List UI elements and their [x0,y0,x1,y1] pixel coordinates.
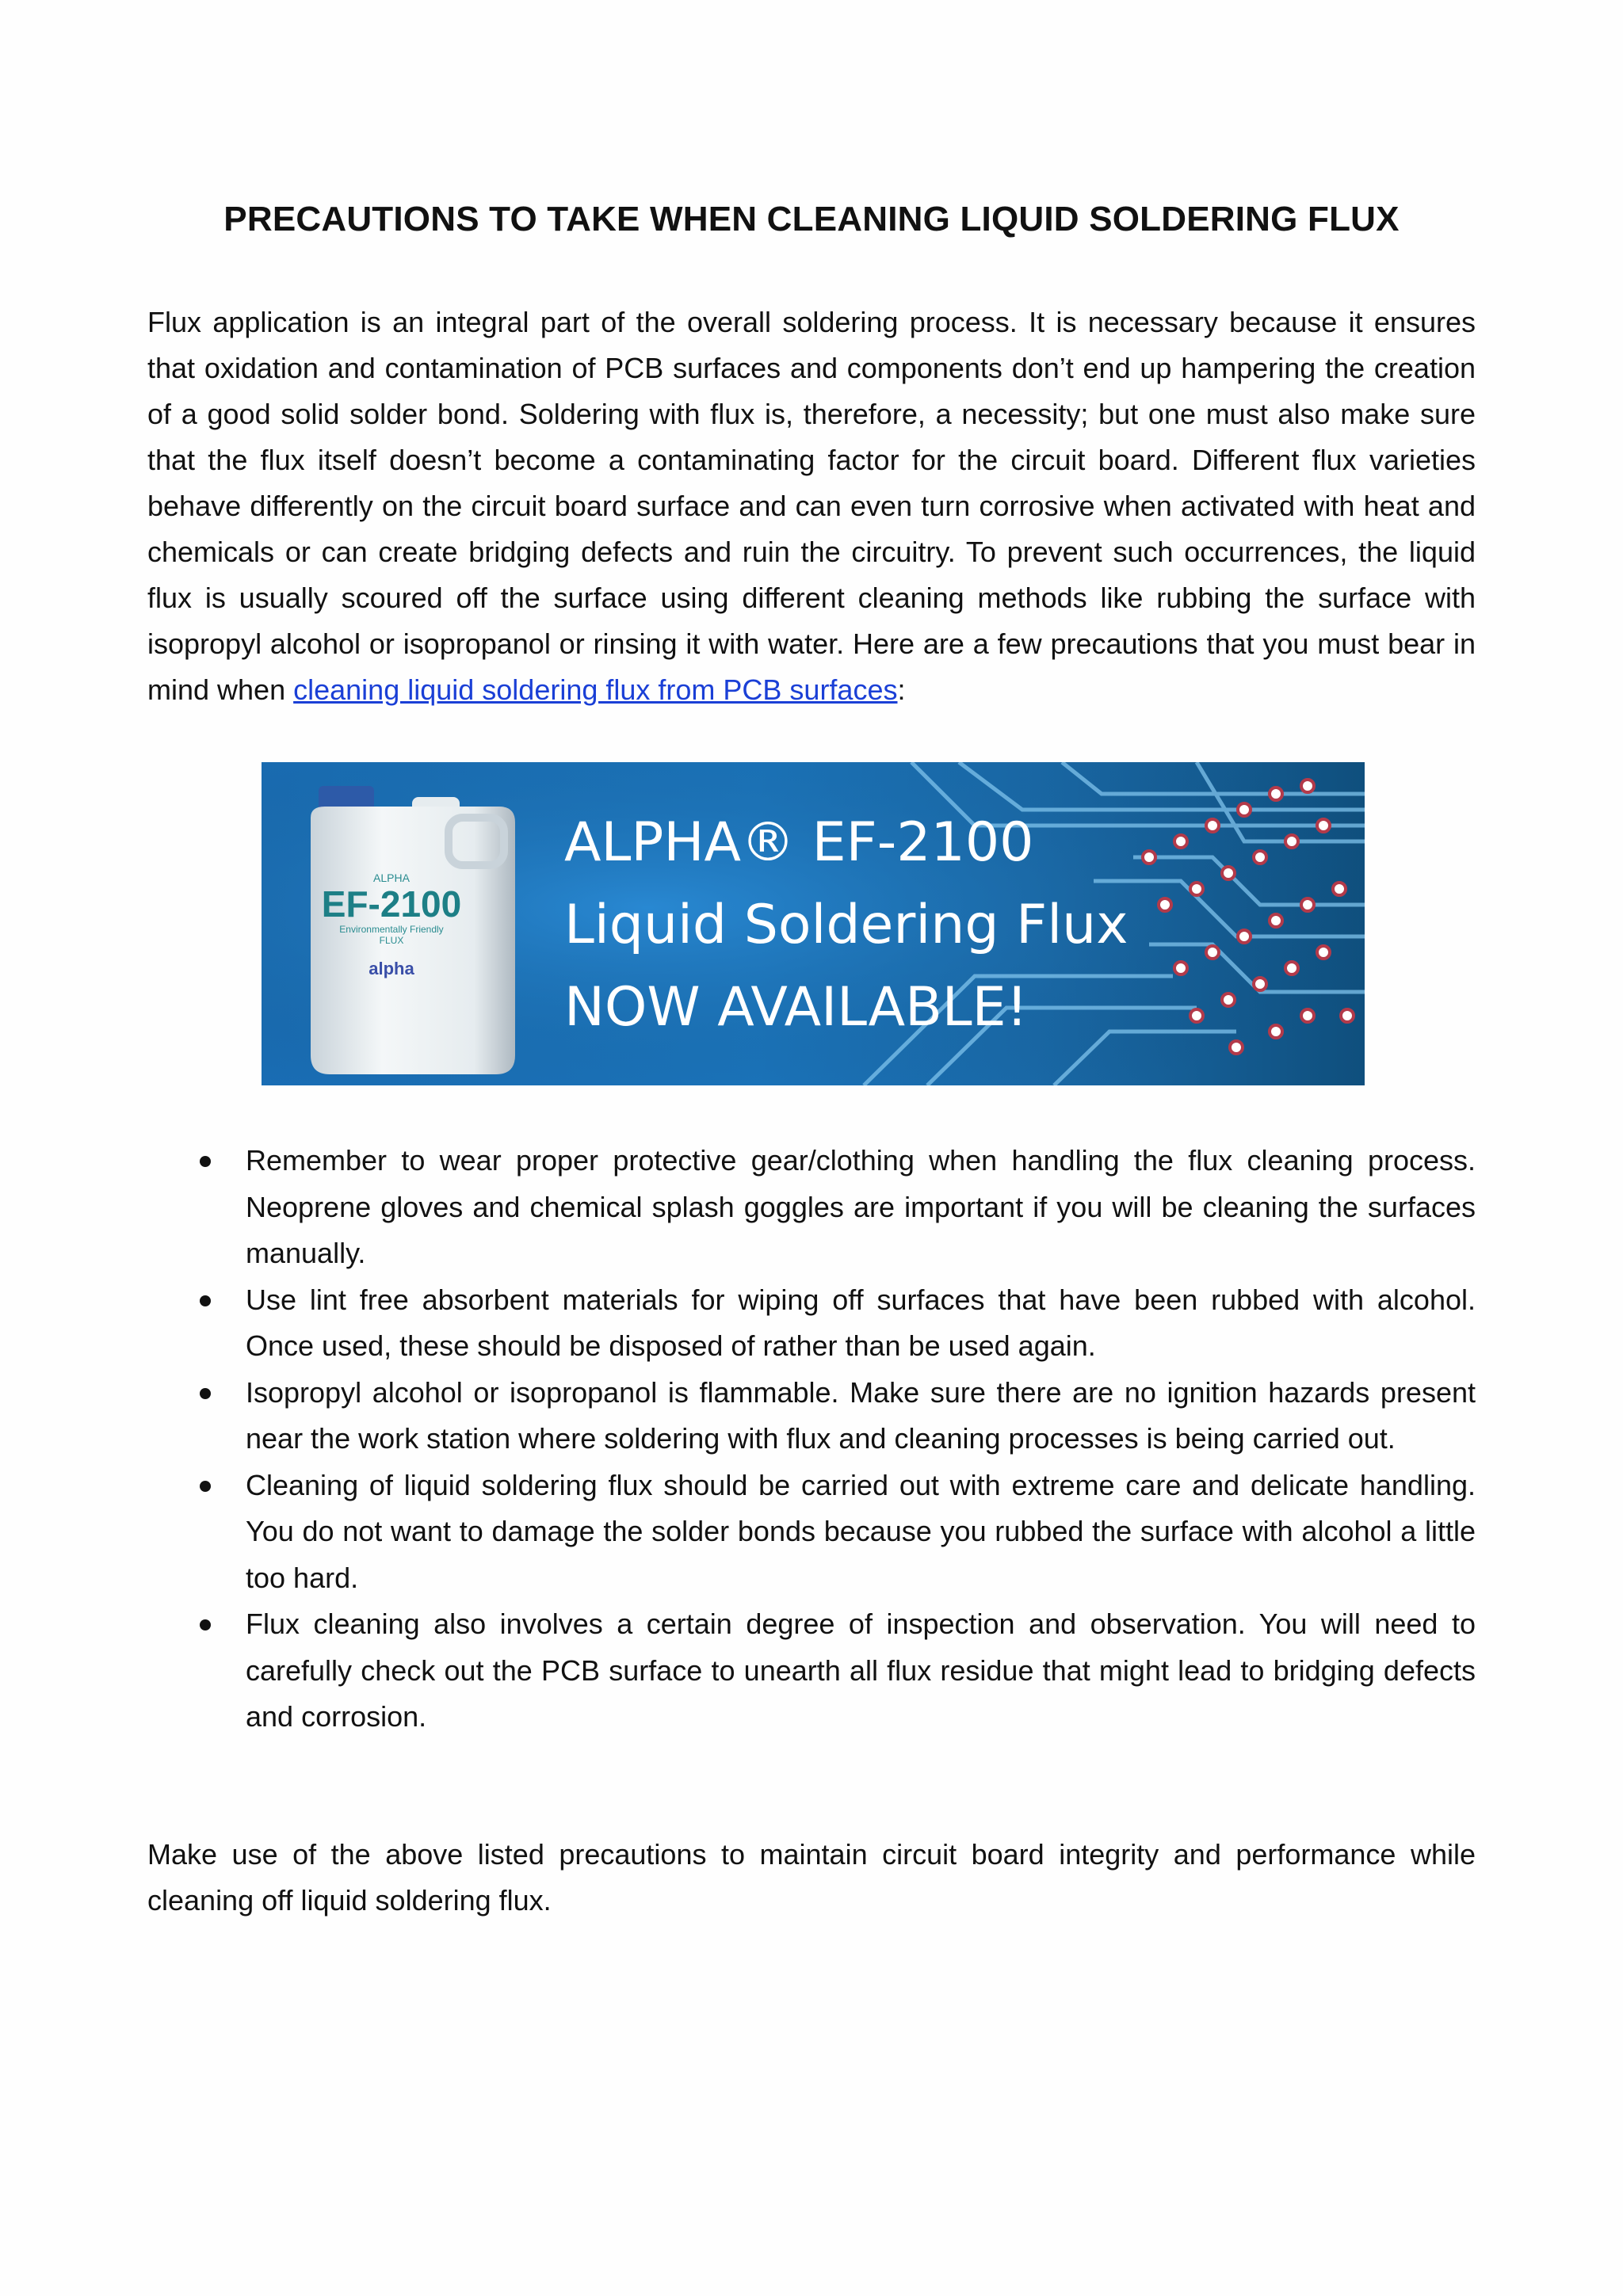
precautions-list [147,1138,1476,1741]
list-item [147,1463,1476,1602]
list-item-text: Cleaning of liquid soldering flux should be carried out with extreme care and delicate handling. You do not want to damage the solder bonds because you rubbed the surface with alcohol a little too hard. [246,1468,1476,1594]
jug-subtitle-1: Environmentally Friendly [339,924,444,935]
list-item [147,1370,1476,1463]
bullet-icon [200,1481,211,1492]
bullet-icon [200,1156,211,1167]
intro-text: Flux application is an integral part of the overall soldering process. It is necessary because it ensures that oxidation and contamination of PCB surfaces and components don’t end up hampering the creation of a good solid solder bond. Soldering with flux is, therefore, a necessity; but one must also make sure that the flux itself doesn’t become a contaminating factor for the circuit board. Different flux varieties behave differently on the circuit board surface and can even turn corrosive when activated with heat and chemicals or can create bridging defects and ruin the circuitry. To prevent such occurrences, the liquid flux is usually scoured off the surface using different cleaning methods like rubbing the surface with isopropyl alcohol or isopropanol or rinsing it with water. Here are a few precautions that you must bear in mind when [147,306,1476,706]
intro-end: : [897,673,906,706]
jug-label [312,871,471,979]
banner-line-1: ALPHA® EF-2100 [564,811,1034,874]
product-banner-image [262,762,1365,1085]
list-item [147,1277,1476,1370]
intro-paragraph [147,299,1476,713]
list-item-text: Use lint free absorbent materials for wiping off surfaces that have been rubbed with alcohol. Once used, these should be disposed of rather than be used again. [246,1283,1476,1362]
banner-line-2: Liquid Soldering Flux [564,894,1128,956]
jug-brand-small: ALPHA [373,871,410,884]
banner-line-3: NOW AVAILABLE! [564,976,1028,1039]
list-item-text: Remember to wear proper protective gear/clothing when handling the flux cleaning process. Neoprene gloves and chemical splash goggles are important if you will be cleaning the surfaces manually. [246,1144,1476,1269]
list-item [147,1601,1476,1741]
list-item-text: Isopropyl alcohol or isopropanol is flammable. Make sure there are no ignition hazards present near the work station where soldering with flux and cleaning processes is being carried out. [246,1375,1476,1455]
cleaning-flux-link[interactable]: cleaning liquid soldering flux from PCB surfaces [293,673,898,706]
jug-product-name: EF-2100 [321,883,462,925]
banner-headline [564,802,1128,1049]
bullet-icon [200,1619,211,1630]
list-item [147,1138,1476,1277]
list-item-text: Flux cleaning also involves a certain degree of inspection and observation. You will need to carefully check out the PCB surface to unearth all flux residue that might lead to bridging defects and corrosion. [246,1608,1476,1733]
outro-paragraph: Make use of the above listed precautions to maintain circuit board integrity and performance while cleaning off liquid soldering flux. [147,1838,1476,1917]
jug-brand-logo: alpha [369,959,414,978]
jug-subtitle-2: FLUX [379,935,404,946]
page-title: PRECAUTIONS TO TAKE WHEN CLEANING LIQUID SOLDERING FLUX [223,200,1400,238]
bullet-icon [200,1295,211,1306]
bullet-icon [200,1388,211,1399]
